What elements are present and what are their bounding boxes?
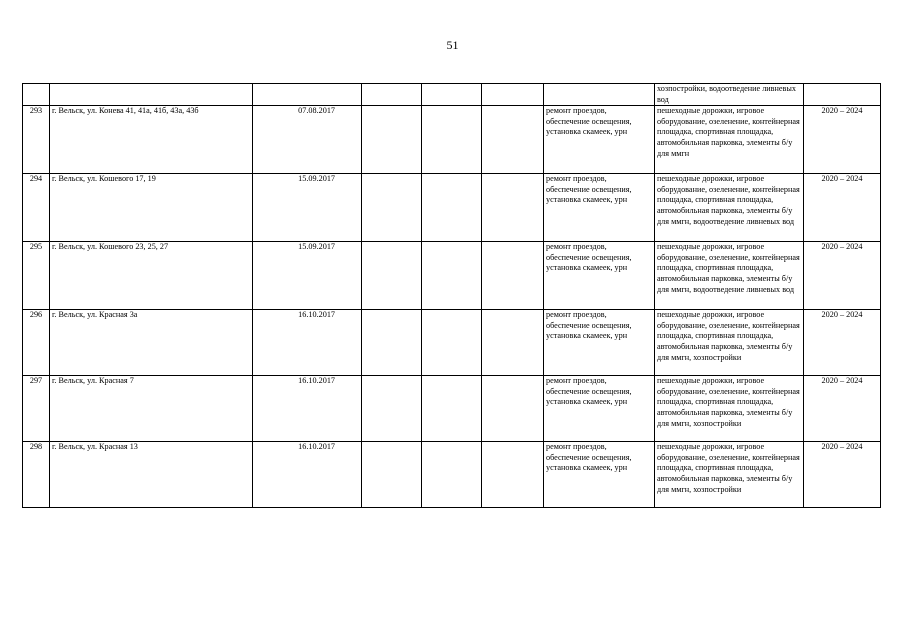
cell-num: 297: [23, 376, 50, 442]
cell-empty: [482, 174, 544, 242]
cell-empty: [362, 376, 422, 442]
cell-min-works: ремонт проездов, обеспечение освещения, установка скамеек, урн: [544, 106, 655, 174]
cell-additional-works: пешеходные дорожки, игровое оборудование, озеленение, контейнерная площадка, спортивная площадка, автомобильная парковка, элементы б/у для ммгн, водоотведение ливневых вод: [655, 242, 804, 310]
cell-empty: [362, 242, 422, 310]
cell-min-works: ремонт проездов, обеспечение освещения, установка скамеек, урн: [544, 442, 655, 508]
cell-period: 2020 – 2024: [804, 106, 881, 174]
cell-address: г. Вельск, ул. Красная 7: [50, 376, 253, 442]
cell-empty: [482, 310, 544, 376]
cell-empty: [422, 442, 482, 508]
table-row: [23, 174, 881, 242]
cell-address: г. Вельск, ул. Конева 41, 41а, 41б, 43а, 43б: [50, 106, 253, 174]
cell-empty: [482, 442, 544, 508]
cell-empty: [422, 310, 482, 376]
cell-date: 16.10.2017: [253, 310, 362, 376]
cell-num: 294: [23, 174, 50, 242]
cell-period: 2020 – 2024: [804, 242, 881, 310]
cell-empty: [422, 106, 482, 174]
cell-date: [253, 84, 362, 106]
cell-num: 293: [23, 106, 50, 174]
cell-empty: [482, 106, 544, 174]
cell-date: 16.10.2017: [253, 376, 362, 442]
cell-empty: [422, 84, 482, 106]
cell-num: 296: [23, 310, 50, 376]
cell-empty: [422, 376, 482, 442]
cell-period: 2020 – 2024: [804, 310, 881, 376]
cell-address: г. Вельск, ул. Кошевого 23, 25, 27: [50, 242, 253, 310]
cell-empty: [422, 242, 482, 310]
cell-date: 16.10.2017: [253, 442, 362, 508]
cell-period: 2020 – 2024: [804, 174, 881, 242]
cell-empty: [362, 310, 422, 376]
cell-empty: [362, 84, 422, 106]
table-row: [23, 310, 881, 376]
cell-num: 295: [23, 242, 50, 310]
cell-min-works: ремонт проездов, обеспечение освещения, установка скамеек, урн: [544, 376, 655, 442]
cell-address: г. Вельск, ул. Кошевого 17, 19: [50, 174, 253, 242]
cell-additional-works: пешеходные дорожки, игровое оборудование, озеленение, контейнерная площадка, спортивная площадка, автомобильная парковка, элементы б/у для ммгн, водоотведение ливневых вод: [655, 174, 804, 242]
cell-additional-works: пешеходные дорожки, игровое оборудование, озеленение, контейнерная площадка, спортивная площадка, автомобильная парковка, элементы б/у для ммгн, хозпостройки: [655, 376, 804, 442]
cell-address: [50, 84, 253, 106]
cell-empty: [362, 106, 422, 174]
cell-min-works: ремонт проездов, обеспечение освещения, установка скамеек, урн: [544, 310, 655, 376]
table-row: [23, 106, 881, 174]
table-row: [23, 442, 881, 508]
cell-empty: [482, 376, 544, 442]
table-row: [23, 242, 881, 310]
cell-address: г. Вельск, ул. Красная 3а: [50, 310, 253, 376]
cell-additional-works: пешеходные дорожки, игровое оборудование, озеленение, контейнерная площадка, спортивная площадка, автомобильная парковка, элементы б/у для ммгн: [655, 106, 804, 174]
cell-empty: [422, 174, 482, 242]
cell-additional-works: пешеходные дорожки, игровое оборудование, озеленение, контейнерная площадка, спортивная площадка, автомобильная парковка, элементы б/у для ммгн, хозпостройки: [655, 442, 804, 508]
cell-additional-works: хозпостройки, водоотведение ливневых вод: [655, 84, 804, 106]
page-number: 51: [446, 38, 459, 52]
cell-num: 298: [23, 442, 50, 508]
cell-address: г. Вельск, ул. Красная 13: [50, 442, 253, 508]
cell-date: 07.08.2017: [253, 106, 362, 174]
cell-empty: [482, 242, 544, 310]
cell-additional-works: пешеходные дорожки, игровое оборудование, озеленение, контейнерная площадка, спортивная площадка, автомобильная парковка, элементы б/у для ммгн, хозпостройки: [655, 310, 804, 376]
cell-period: 2020 – 2024: [804, 442, 881, 508]
table-row: [23, 376, 881, 442]
cell-min-works: ремонт проездов, обеспечение освещения, установка скамеек, урн: [544, 174, 655, 242]
cell-date: 15.09.2017: [253, 174, 362, 242]
cell-date: 15.09.2017: [253, 242, 362, 310]
yards-registry-table: [22, 83, 881, 508]
cell-empty: [362, 174, 422, 242]
cell-min-works: ремонт проездов, обеспечение освещения, установка скамеек, урн: [544, 242, 655, 310]
cell-num: [23, 84, 50, 106]
cell-min-works: [544, 84, 655, 106]
cell-period: [804, 84, 881, 106]
cell-period: 2020 – 2024: [804, 376, 881, 442]
cell-empty: [362, 442, 422, 508]
cell-empty: [482, 84, 544, 106]
table-row-continuation: [23, 84, 881, 106]
